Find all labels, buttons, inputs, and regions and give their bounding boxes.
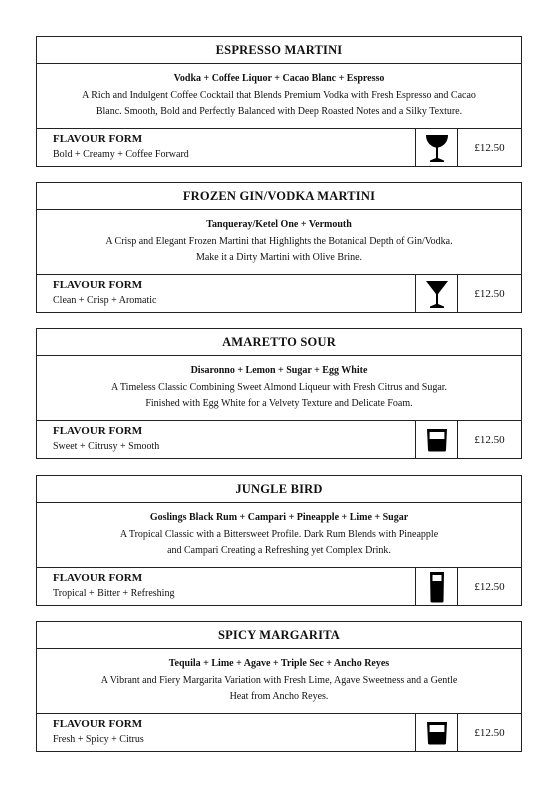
item-body [37,210,521,275]
flavour-notes: Bold + Creamy + Coffee Forward [53,149,189,160]
item-footer [37,714,521,751]
rocks-glass-icon [415,421,458,458]
item-footer [37,568,521,605]
item-body [37,356,521,421]
item-title: AMARETTO SOUR [37,329,521,356]
item-ingredients: Vodka + Coffee Liquor + Cacao Blanc + Espresso [173,72,385,84]
item-description-line: Blanc. Smooth, Bold and Perfectly Balanced with Deep Roasted Notes and a Silky Texture. [95,105,463,117]
rocks-glass-icon [415,714,458,751]
menu-item-espresso-martini [36,36,522,167]
flavour-form [37,275,415,312]
item-title: ESPRESSO MARTINI [37,37,521,64]
flavour-form [37,129,415,166]
item-description-line: A Crisp and Elegant Frozen Martini that Highlights the Botanical Depth of Gin/Vodka. [105,235,453,247]
flavour-form [37,421,415,458]
item-ingredients: Goslings Black Rum + Campari + Pineapple + Lime + Sugar [149,511,409,523]
flavour-form [37,568,415,605]
coupe-glass-icon [415,129,458,166]
item-title: SPICY MARGARITA [37,622,521,649]
item-description-line: Finished with Egg White for a Velvety Texture and Delicate Foam. [145,397,413,409]
item-ingredients: Tanqueray/Ketel One + Vermouth [206,218,352,230]
flavour-label: FLAVOUR FORM [53,133,143,145]
item-price: £12.50 [474,141,505,154]
flavour-notes: Clean + Crisp + Aromatic [53,295,157,306]
item-description-line: A Vibrant and Fiery Margarita Variation with Fresh Lime, Agave Sweetness and a Gentle [100,674,458,686]
item-price: £12.50 [474,726,505,739]
flavour-label: FLAVOUR FORM [53,572,143,584]
item-price: £12.50 [474,287,505,300]
menu-item-amaretto-sour [36,328,522,459]
item-description-line: and Campari Creating a Refreshing yet Complex Drink. [167,544,391,556]
item-description-line: A Rich and Indulgent Coffee Cocktail that Blends Premium Vodka with Fresh Espresso and Cacao [82,89,476,101]
item-description-line: Make it a Dirty Martini with Olive Brine. [195,251,363,263]
menu-item-jungle-bird [36,475,522,606]
flavour-notes: Tropical + Bitter + Refreshing [53,588,175,599]
item-footer [37,421,521,458]
item-body [37,649,521,714]
item-title: JUNGLE BIRD [37,476,521,503]
item-title: FROZEN GIN/VODKA MARTINI [37,183,521,210]
flavour-label: FLAVOUR FORM [53,425,143,437]
highball-glass-icon [415,568,458,605]
item-description-line: Heat from Ancho Reyes. [229,690,329,702]
item-description-line: A Tropical Classic with a Bittersweet Profile. Dark Rum Blends with Pineapple [119,528,439,540]
item-body [37,64,521,129]
item-footer [37,129,521,166]
menu-item-frozen-martini [36,182,522,313]
martini-glass-icon [415,275,458,312]
item-description-line: A Timeless Classic Combining Sweet Almond Liqueur with Fresh Citrus and Sugar. [110,381,448,393]
flavour-label: FLAVOUR FORM [53,718,143,730]
flavour-form [37,714,415,751]
item-ingredients: Tequila + Lime + Agave + Triple Sec + Ancho Reyes [168,657,390,669]
flavour-notes: Fresh + Spicy + Citrus [53,734,144,745]
item-footer [37,275,521,312]
flavour-label: FLAVOUR FORM [53,279,143,291]
menu-item-spicy-margarita [36,621,522,752]
item-body [37,503,521,568]
item-price: £12.50 [474,580,505,593]
item-ingredients: Disaronno + Lemon + Sugar + Egg White [190,364,368,376]
flavour-notes: Sweet + Citrusy + Smooth [53,441,160,452]
item-price: £12.50 [474,433,505,446]
